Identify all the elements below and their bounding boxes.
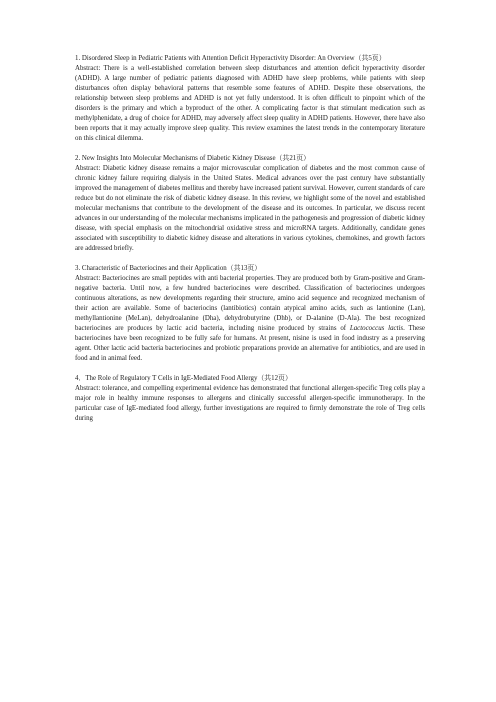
list-item xyxy=(75,54,425,144)
abstract-label: Abstract: xyxy=(75,385,103,392)
list-item xyxy=(75,264,425,364)
abstract-text: tolerance, and compelling experimental evidence has demonstrated that functional allergen-specific Treg cells play a major role in healthy immune responses to allergens and clinically successful allergen-specific immunotherapy. In the particular case of IgE-mediated food allergy, further investigations are required to firmly demonstrate the role of Treg cells during xyxy=(75,385,425,422)
abstract-text-after: . These bacteriocines have been recognized to be fully safe for humans. At present, nisine is used in food industry as a preserving agent. Other lactic acid bacteria bacteriocines and probiotic preparations provide an alternative for antibiotics, and are used in food and in animal feed. xyxy=(75,325,425,362)
list-item xyxy=(75,154,425,254)
entry-abstract xyxy=(75,164,425,254)
abstract-label: Abstract: xyxy=(75,165,103,172)
abstract-label: Abstract: xyxy=(75,65,104,72)
entry-title: 4．The Role of Regulatory T Cells in IgE-Mediated Food Allergy（共12页） xyxy=(75,375,292,382)
abstract-text: There is a well-established correlation between sleep disturbances and attention deficit hyperactivity disorder (ADHD). A large number of pediatric patients diagnosed with ADHD have sleep problems, while patients with sleep disturbances often display behavioral patterns that resemble some features of ADHD. Despite these observations, the relationship between sleep problems and ADHD is not yet fully understood. It is often difficult to pinpoint which of the disorders is the primary and which a byproduct of the other. A complicating factor is that stimulant medication such as methylphenidate, a drug of choice for ADHD, may adversely affect sleep quality in ADHD patients. However, there have also been reports that it may actually improve sleep quality. This review examines the latest trends in the contemporary literature on this clinical dilemma. xyxy=(75,65,425,142)
abstract-text: Diabetic kidney disease remains a major microvascular complication of diabetes and the most common cause of chronic kidney failure requiring dialysis in the United States. Medical advances over the past century have substantially improved the management of diabetes mellitus and thereby have increased patient survival. However, current standards of care reduce but do not eliminate the risk of diabetic kidney disease. In this review, we highlight some of the novel and established molecular mechanisms that contribute to the development of the disease and its outcomes. In particular, we discuss recent advances in our understanding of the molecular mechanisms implicated in the pathogenesis and progression of diabetic kidney disease, with special emphasis on the mitochondrial oxidative stress and microRNA targets. Additionally, candidate genes associated with susceptibility to diabetic kidney disease and alterations in various cytokines, chemokines, and growth factors are addressed briefly. xyxy=(75,165,425,252)
species-name: Lactococcus lactis xyxy=(349,325,404,332)
entry-title: 3. Characteristic of Bacteriocines and their Application（共13页） xyxy=(75,265,262,272)
entry-title: 2. New Insights Into Molecular Mechanisms of Diabetic Kidney Disease（共21页） xyxy=(75,155,310,162)
entry-abstract xyxy=(75,64,425,144)
abstract-text-before: Bacteriocines are small peptides with anti bacterial properties. They are produced both by Gram-positive and Gram-negative bacteria. Until now, a few hundred bacteriocines were described. Classification of bacteriocines undergoes continuous alterations, as new developments regarding their structure, amino acid sequence and recognized mechanism of their action are available. Some of bacteriocins (lantibiotics) contain atypical amino acids, such as lantionine (Lan), methyllantionine (MeLan), dehydroalanine (Dha), dehydrobutyrine (Dhb), or D-alanine (D-Ala). The best recognized bacteriocines are produces by lactic acid bacteria, including nisine produced by strains of xyxy=(75,275,425,332)
document-page xyxy=(75,54,425,434)
abstract-label: Abstract: xyxy=(75,275,103,282)
list-item xyxy=(75,374,425,424)
entry-title: 1. Disordered Sleep in Pediatric Patients with Attention Deficit Hyperactivity Disorder: An Overview（共5页） xyxy=(75,55,386,62)
entry-abstract xyxy=(75,274,425,364)
entry-abstract xyxy=(75,384,425,424)
